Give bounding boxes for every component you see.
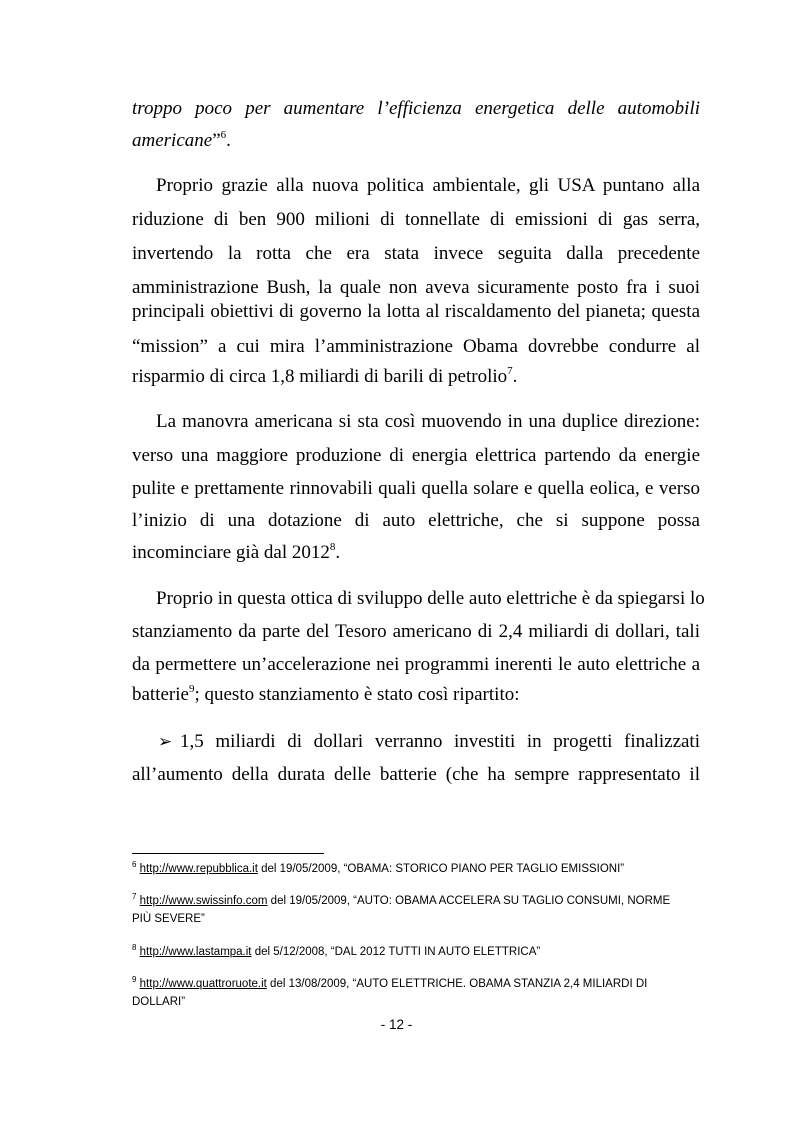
footnote-ref: 9 bbox=[188, 683, 195, 695]
body-line: americane”$^6$. bbox=[132, 129, 231, 151]
footnote-ref: 8 bbox=[329, 541, 336, 553]
quote-end-text: americane bbox=[132, 130, 213, 151]
body-line: La manovra americana si sta così muovendo in una duplice direzione: bbox=[156, 411, 700, 432]
footnote-ref: 6 bbox=[220, 129, 227, 141]
body-line: “mission” a cui mira l’amministrazione Obama dovrebbe condurre al bbox=[132, 336, 700, 357]
footnote-link[interactable]: http://www.lastampa.it bbox=[139, 946, 252, 958]
body-line: Proprio grazie alla nuova politica ambientale, gli USA puntano alla bbox=[156, 175, 700, 196]
footnote-separator bbox=[132, 853, 324, 854]
footnote-link[interactable]: http://www.swissinfo.com bbox=[139, 895, 268, 907]
body-line: riduzione di ben 900 milioni di tonnellate di emissioni di gas serra, bbox=[132, 209, 700, 230]
footnote: $^8$ http://www.lastampa.it del 5/12/2008, “DAL 2012 TUTTI IN AUTO ELETTRICA” bbox=[132, 943, 541, 958]
body-line: batterie$^9$; questo stanziamento è stato così ripartito: bbox=[132, 683, 520, 705]
body-line: pulite e prettamente rinnovabili quali quella solare e quella eolica, e verso bbox=[132, 478, 700, 499]
footnote: $^6$ http://www.repubblica.it del 19/05/2009, “OBAMA: STORICO PIANO PER TAGLIO EMISSIONI” bbox=[132, 860, 625, 875]
body-line: troppo poco per aumentare l’efficienza energetica delle automobili bbox=[132, 98, 700, 119]
footnote: $^9$ http://www.quattroruote.it del 13/08/2009, “AUTO ELETTRICHE. OBAMA STANZIA 2,4 MILIARDI DI DOLLARI” bbox=[132, 975, 648, 1008]
footnote: $^7$ http://www.swissinfo.com del 19/05/2009, “AUTO: OBAMA ACCELERA SU TAGLIO CONSUMI, NORME PIÙ SEVERE” bbox=[132, 892, 671, 925]
body-line: all’aumento della durata delle batterie (che ha sempre rappresentato il bbox=[132, 764, 700, 785]
body-line: principali obiettivi di governo la lotta al riscaldamento del pianeta; questa bbox=[132, 301, 700, 322]
body-line: stanziamento da parte del Tesoro americano di 2,4 miliardi di dollari, tali bbox=[132, 621, 700, 642]
body-line: da permettere un’accelerazione nei programmi inerenti le auto elettriche a bbox=[132, 654, 700, 675]
body-line: verso una maggiore produzione di energia elettrica partendo da energie bbox=[132, 445, 700, 466]
bullet-arrow-icon: ➢ bbox=[158, 732, 173, 752]
footnote-ref: 7 bbox=[507, 365, 513, 377]
body-line: incominciare già dal 2012$^8$. bbox=[132, 541, 341, 563]
body-line: amministrazione Bush, la quale non aveva sicuramente posto fra i suoi bbox=[132, 277, 700, 298]
body-line: 1,5 miliardi di dollari verranno investiti in progetti finalizzati bbox=[180, 731, 700, 752]
footnote-link[interactable]: http://www.quattroruote.it bbox=[139, 978, 267, 990]
body-line: risparmio di circa 1,8 miliardi di barili di petrolio$^7$. bbox=[132, 365, 518, 387]
page-number: - 12 - bbox=[380, 1017, 413, 1032]
body-line: l’inizio di una dotazione di auto elettriche, che si suppone possa bbox=[132, 510, 700, 531]
body-line: invertendo la rotta che era stata invece seguita dalla precedente bbox=[132, 243, 700, 264]
footnote-link[interactable]: http://www.repubblica.it bbox=[139, 863, 258, 875]
body-line: Proprio in questa ottica di sviluppo delle auto elettriche è da spiegarsi lo bbox=[156, 588, 705, 609]
